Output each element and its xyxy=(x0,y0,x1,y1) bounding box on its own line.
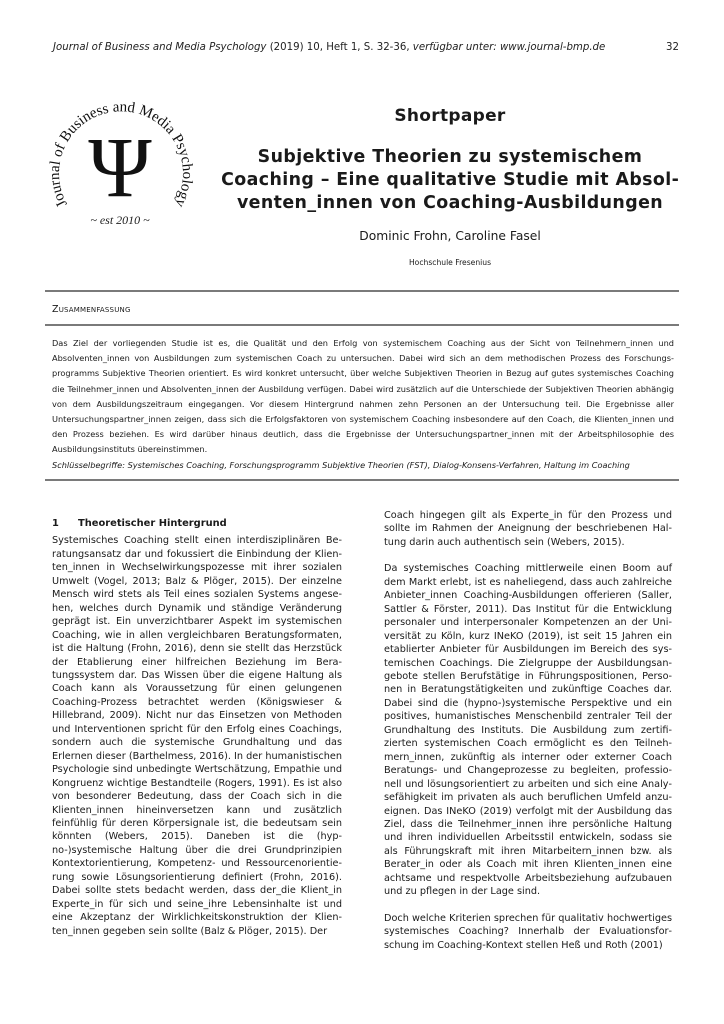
running-header xyxy=(53,42,679,53)
section-title: Theoretischer Hintergrund xyxy=(78,518,227,529)
divider-top xyxy=(45,290,679,292)
keywords: Schlüsselbegriffe: Systemisches Coaching, Forschungsprogramm Subjektive Theorien (FST), Dialog-Konsens-Verfahren, Haltung im Coaching xyxy=(52,460,630,470)
psi-logo-icon xyxy=(36,74,204,234)
section-heading xyxy=(52,517,342,530)
availability-link[interactable]: verfügbar unter: www.journal-bmp.de xyxy=(412,42,606,53)
divider-abstract xyxy=(45,324,679,326)
logo-established: ~ est 2010 ~ xyxy=(90,213,150,227)
section-number: 1 xyxy=(52,518,59,529)
body-paragraph: Coach hingegen gilt als Experte_in für den Prozess und sollte im Rahmen der Aneignung der beschriebenen Haltung darin auch authentisch sein (Webers, 2015). xyxy=(384,510,672,548)
page-number: 32 xyxy=(666,42,679,53)
body-paragraph: Systemisches Coaching stellt einen interdisziplinären Beratungsansatz dar und fokussiert die Einbindung der Klienten_innen in Wechselwirkungspozesse mit ihrer sozialen Umwelt (Vogel, 2013; Balz & Plöger, 2015). Der einzelne Mensch wird stets als Teil eines sozialen Systems angesehen, welches durch Dynamik und ständige Veränderung geprägt ist. Ein unverzichtbarer Aspekt im systemischen Coaching, wie in allen vergleichbaren Beratungsformaten, ist die Haltung (Frohn, 2016), denn sie stellt das Herzstück der Etablierung einer hilfreichen Beziehung im Beratungssystem dar. Das Wissen über die eigene Haltung als Coach kann als Voraussetzung für einen gelungenen Coaching-Prozess betrachtet werden (Königswieser & Hillebrand, 2009). Nicht nur das Einsetzen von Methoden und Interventionen spricht für den Erfolg eines Coachings, sondern auch die systemische Grundhaltung und das Erlernen dieser (Barthelmess, 2016). In der humanistischen Psychologie sind unbedingte Wertschätzung, Empathie und Kongruenz wichtige Bestandteile (Rogers, 1991). Es ist also von besonderer Bedeutung, dass der Coach sich in die Klienten_innen hineinversetzen kann und zusätzlich feinfühlig für deren Körpersignale ist, die bedeutsam sein könnten (Webers, 2015). Daneben ist die (hypno-)systemische Haltung über die drei Grundprinzipien Kontextorientierung, Kompetenz- und Ressourcenorientierung sowie Lösungsorientierung definiert (Frohn, 2016). Dabei sollte stets bedacht werden, dass der_die Klient_in Experte_in für sich und seine_ihre Lebensinhalte ist und eine Akzeptanz der Wirklichkeitskonstruktion der Klienten_innen gegeben sein sollte (Balz & Plöger, 2015). Der xyxy=(52,535,342,937)
body-paragraph: Doch welche Kriterien sprechen für qualitativ hochwertiges systemisches Coaching? Innerhalb der Evaluationsforschung im Coaching-Kontext stellen Heß und Roth (2001) xyxy=(384,912,672,951)
left-column xyxy=(52,517,342,951)
citation: (2019) 10, Heft 1, S. 32-36, xyxy=(266,42,413,53)
abstract-heading: Zusammenfassung xyxy=(52,304,131,315)
journal-logo xyxy=(36,74,204,234)
authors: Dominic Frohn, Caroline Fasel xyxy=(359,229,541,243)
article-type: Shortpaper xyxy=(394,106,506,126)
logo-arc-text: Journal of Business and Media Psychology xyxy=(46,99,196,210)
affiliation: Hochschule Fresenius xyxy=(408,258,492,267)
body-paragraph: Da systemisches Coaching mittlerweile einen Boom auf dem Markt erlebt, ist es naheliegend, dass auch zahlreiche Anbieter_innen Coaching-Ausbildungen offerieren (Saller, Sattler & Förster, 2011). Das Institut für die Entwicklung personaler und interpersonaler Kompetenzen an der Universität zu Köln, kurz INeKO (2019), ist seit 15 Jahren ein etablierter Anbieter für Ausbildungen im Bereich des systemischen Coachings. Die Zielgruppe der Ausbildungsangebote stellen Berufstätige in Führungspositionen, Personen in Beratungstätigkeiten und zukünftige Coaches dar. Dabei sind die (hypno-)systemische Perspektive und ein positives, humanistisches Menschenbild zentraler Teil der Grundhaltung des Instituts. Die Ausbildung zum zertifizierten systemischen Coach ermöglicht es den Teilnehmern_innen, zukünftig als interner oder externer Coach Beratungs- und Changeprozesse zu begleiten, professionell und lösungsorientiert zu arbeiten und sich eine Analysefähigkeit im privaten als auch beruflichen Umfeld anzueignen. Das INeKO (2019) verfolgt mit der Ausbildung das Ziel, dass die Teilnehmer_innen ihre persönliche Haltung und ihren individuellen Arbeitsstil entwickeln, sodass sie als Führungskraft mit ihren Mitarbeitern_innen bzw. als Berater_in oder als Coach mit ihren Klienten_innen eine achtsame und respektvolle Arbeitsbeziehung aufzubauen und zu pflegen in der Lage sind. xyxy=(384,563,672,898)
paper-title: Subjektive Theorien zu systemischem Coaching – Eine qualitative Studie mit Absolventen_innen von Coaching-Ausbildungen xyxy=(221,147,679,213)
right-column xyxy=(384,509,672,965)
journal-name: Journal of Business and Media Psychology xyxy=(53,42,267,53)
divider-bottom xyxy=(45,479,679,481)
psi-symbol: Ψ xyxy=(88,119,152,215)
abstract-body: Das Ziel der vorliegenden Studie ist es, die Qualität und den Erfolg von systemischem Coaching aus der Sicht von Teilnehmern_innen und Absolventen_innen von Ausbildungen zum systemischen Coach zu untersuchen. Dabei wird sich an dem methodischen Prozess des Forschungsprogramms Subjektive Theorien orientiert. Es wird konkret untersucht, über welche Subjektiven Theorien in Bezug auf gutes systemisches Coaching die Teilnehmer_innen und Absolventen_innen der Ausbildung verfügen. Dabei wird zusätzlich auf die Unterschiede der Subjektiven Theorien abhängig von dem Ausbildungszeitraum eingegangen. Vor diesem Hintergrund nahmen zehn Personen an der Untersuchung teil. Die Ergebnisse aller Untersuchungspartner_innen zeigen, dass sich die Erfolgsfaktoren von systemischem Coaching insbesondere auf den Coach, die Klienten_innen und den Prozess beziehen. Es wird darüber hinaus deutlich, dass die Ergebnisse der Untersuchungspartner_innen mit der Arbeitsphilosophie des Ausbildungsinstituts übereinstimmen. xyxy=(52,338,674,455)
